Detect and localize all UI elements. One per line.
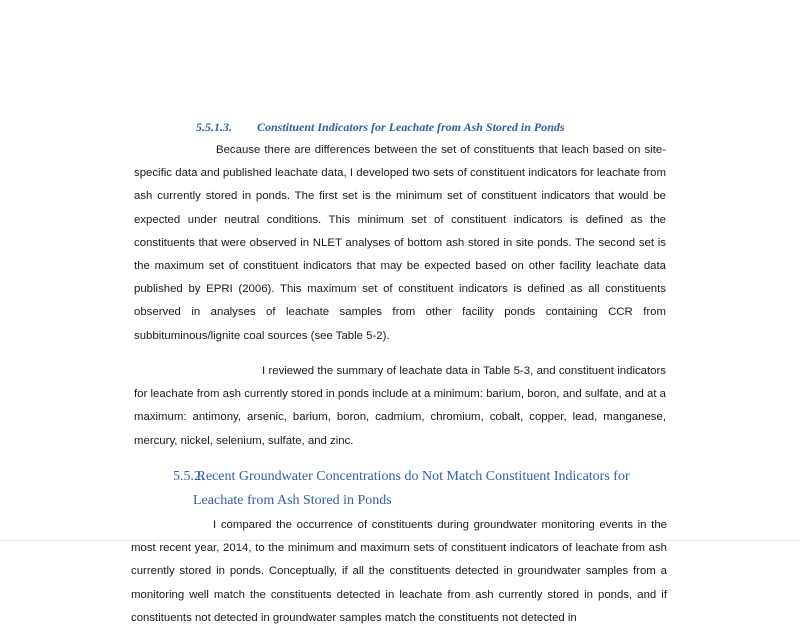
paragraph-leachate-summary: I reviewed the summary of leachate data in Table 5-3, and constituent indicators for leachate from ash currently stored in ponds include at a minimum: barium, boron, and sulfate, and at a maximum: antimony, arsenic, barium, boron, cadmium, chromium, cobalt, copper, lead, manganese, mercury, nickel, selenium, sulfate, and zinc. bbox=[134, 365, 666, 447]
subsection-title: Constituent Indicators for Leachate from Ash Stored in Ponds bbox=[257, 120, 565, 134]
section-number: 5.5.2. bbox=[173, 469, 205, 484]
section-heading bbox=[173, 465, 673, 512]
section-title-line1: Recent Groundwater Concentrations do Not Match Constituent Indicators for bbox=[196, 469, 630, 484]
paragraph-groundwater-comparison: I compared the occurrence of constituents during groundwater monitoring events in the most recent year, 2014, to the minimum and maximum sets of constituent indicators of leachate from ash currently stored in ponds. Conceptually, if all the constituents detected in groundwater samples from a monitoring well match the constituents detected in leachate from ash currently stored in ponds, and if constituents not detected in groundwater samples match the constituents not detected in bbox=[131, 519, 667, 624]
section-title-line2: Leachate from Ash Stored in Ponds bbox=[193, 492, 392, 508]
subsection-number: 5.5.1.3. bbox=[196, 120, 232, 134]
paragraph-leachate-indicators: Because there are differences between the set of constituents that leach based on site-specific data and published leachate data, I developed two sets of constituent indicators for leachate from ash currently stored in ponds. The first set is the minimum set of constituent indicators that would be expected under neutral conditions. This minimum set of constituent indicators is defined as the constituents that were observed in NLET analyses of bottom ash stored in site ponds. The second set is the maximum set of constituent indicators that may be expected based on other facility leachate data published by EPRI (2006). This maximum set of constituent indicators is defined as all constituents observed in analyses of leachate samples from other facility ponds containing CCR from subbituminous/lignite coal sources (see Table 5-2). bbox=[134, 144, 666, 342]
subsection-heading bbox=[196, 120, 565, 135]
